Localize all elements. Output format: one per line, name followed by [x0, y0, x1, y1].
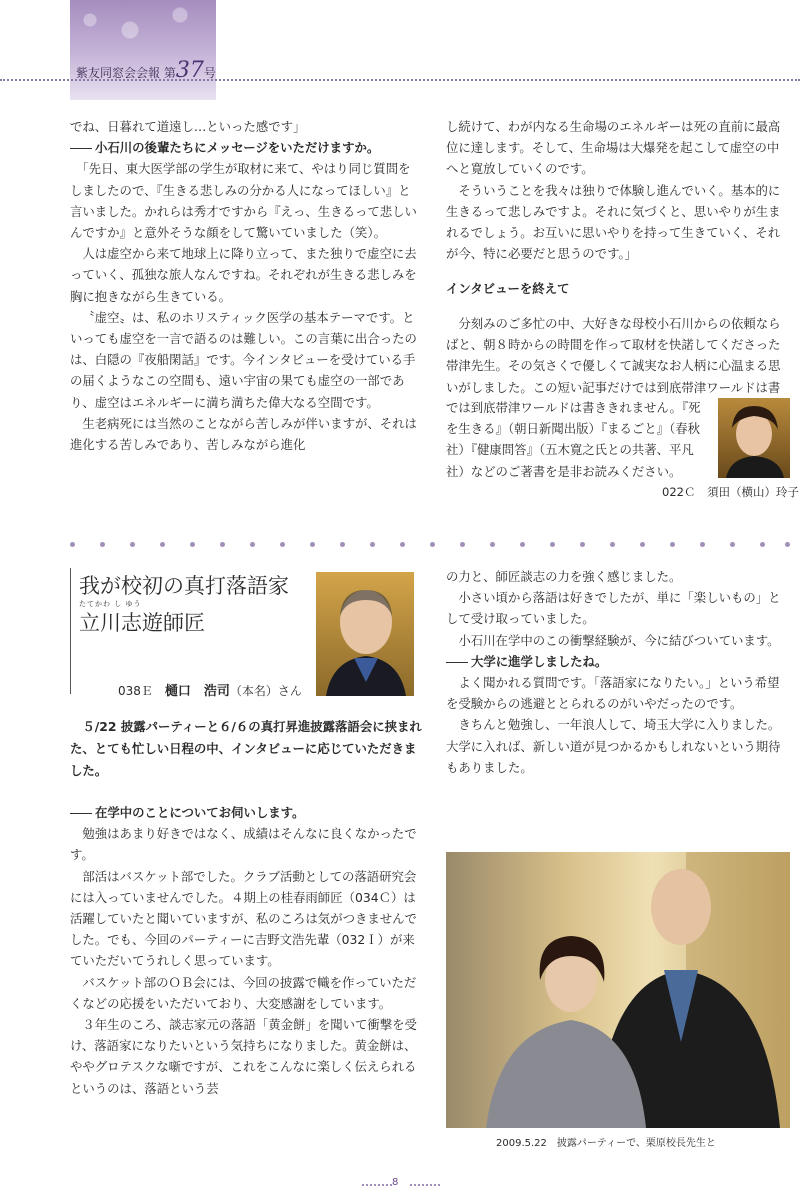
paragraph: きちんと勉強し、一年浪人して、埼玉大学に入りました。大学に入れば、新しい道が見つかるかもしれないという期待もありました。 — [446, 717, 781, 775]
question: 在学中のことについてお伺いします。 — [70, 802, 422, 823]
paragraph: 「先日、東大医学部の学生が取材に来て、やはり同じ質問をしましたので、『生きる悲しみの分かる人になってほしい』と言いました。かれらは秀才ですから『えっ、生きるって悲しいんですか』と意外そうな顔をして驚いていました（笑）。 — [70, 161, 417, 241]
paragraph: バスケット部のＯＢ会には、今回の披露で幟を作っていただくなどの応援をいただいており、大変感謝をしています。 — [70, 974, 417, 1011]
paragraph: そういうことを我々は独りで体験し進んでいく。基本的に生きるって悲しみですよ。それに気づくと、思いやりが生まれるでしょう。お互いに思いやりを持って生きていく、それが今、特に必要だと思うのです。」 — [446, 182, 781, 262]
paragraph: 小石川在学中のこの衝撃経験が、今に結びついています。 — [458, 632, 780, 648]
paragraph: 生老病死には当然のことながら苦しみが伴いますが、それは進化する苦しみであり、苦しみながら進化 — [70, 415, 417, 453]
header-tab-decoration — [70, 0, 216, 100]
afterword-text-continued: では到底帯津ワールドは書ききれません。『死を生きる』（朝日新聞出版）『まるごと』（春秋社）『健康問答』（五木寛之氏との共著、平凡社）などのご著書を是非お読みください。 — [446, 400, 701, 479]
article2-author-credit: 038Ｅ 樋口 浩司（本名）さん — [118, 684, 302, 699]
paragraph: 部活はバスケット部でした。クラブ活動としての落語研究会には入っていませんでした。４期上の桂春雨師匠（034Ｃ）は活躍していたと聞いていますが、私のころは気がつきませんでした。でも、今回のパーティーに吉野文浩先輩（032Ｉ）が来ていただいてうれしく思っています。 — [70, 868, 417, 969]
paragraph: 人は虚空から来て地球上に降り立って、また独りで虚空に去っていく、孤独な旅人なんですね。それぞれが生きる悲しみを胸に抱きながら生きている。 — [70, 246, 417, 304]
afterword-top — [446, 313, 790, 397]
paragraph: の力と、師匠談志の力を強く感じました。 — [446, 569, 682, 584]
party-photo — [446, 852, 790, 1128]
article1-author-credit: 022Ｃ 須田（横山）玲子 — [662, 485, 799, 499]
question: 小石川の後輩たちにメッセージをいただけますか。 — [70, 137, 422, 158]
paragraph: 〝虚空〟は、私のホリスティック医学の基本テーマです。といっても虚空を一言で語るのは難しい。この言葉に出合ったのは、白隠の『夜船閑話』です。今インタビューを受けている手の届くようなこの空間も、遠い宇宙の果ても虚空の一部であり、虚空はエネルギーに満ち満ちた偉大なる空間です。 — [70, 309, 417, 410]
party-photo-caption: 2009.5.22 披露パーティーで、栗原校長先生と — [496, 1138, 716, 1149]
afterword-text: 分刻みのご多忙の中、大好きな母校小石川からの依頼ならばと、朝８時からの時間を作って取材を快諾してくださった帯津先生。その気さくで優しくて誠実なお人柄に心温まる思いがしました。この短い記事だけでは到底帯津ワールドは書 — [446, 316, 781, 395]
paragraph: 勉強はあまり好きではなく、成績はそんなに良くなかったです。 — [70, 826, 417, 863]
article2-subtitle: 立川志遊師匠 — [79, 611, 205, 635]
paragraph: でね、日暮れて道遠し…といった感です」 — [70, 119, 306, 134]
rakugo-master-portrait — [316, 572, 414, 696]
section-separator — [70, 538, 790, 552]
paragraph: し続けて、わが内なる生命場のエネルギーは死の直前に最高位に達します。そして、生命場は大爆発を起こして虚空の中へと寛放していくのです。 — [446, 119, 781, 177]
article2-left-column — [70, 716, 422, 1099]
afterword-heading: インタビューを終えて — [446, 281, 570, 297]
paragraph: 小さい頃から落語は好きでしたが、単に「楽しいもの」として受け取っていました。 — [446, 590, 781, 627]
article1-left-column — [70, 116, 422, 455]
article2-title-block — [70, 568, 307, 694]
article2-intro: ５/22 披露パーティーと６/６の真打昇進披露落語会に挟まれた、とても忙しい日程の中、インタビューに応じていただきました。 — [70, 719, 422, 778]
article2-right-column — [446, 566, 790, 778]
page-number-dots-left — [362, 1184, 392, 1186]
paragraph: よく聞かれる質問です。「落語家になりたい。」という希望を受験からの逃避ととられるのがいやだったのです。 — [446, 675, 780, 712]
paragraph: ３年生のころ、談志家元の落語「黄金餅」を聞いて衝撃を受け、落語家になりたいという気持ちになりました。黄金餅は、ややグロテスクな噺ですが、これをこんなに楽しく伝えられるというのは、落語という芸 — [70, 1017, 417, 1096]
page-number-dots-right — [410, 1184, 440, 1186]
article2-title: 我が校初の真打落語家 — [79, 574, 289, 598]
author-portrait-photo — [718, 398, 790, 478]
title-ruby: たてかわ し ゆう — [79, 600, 142, 608]
question: 大学に進学しましたね。 — [446, 651, 790, 672]
article1-right-column — [446, 116, 790, 300]
page-number: 8 — [392, 1177, 399, 1188]
newsletter-title: 紫友同窓会会報 第37号 — [76, 58, 216, 83]
